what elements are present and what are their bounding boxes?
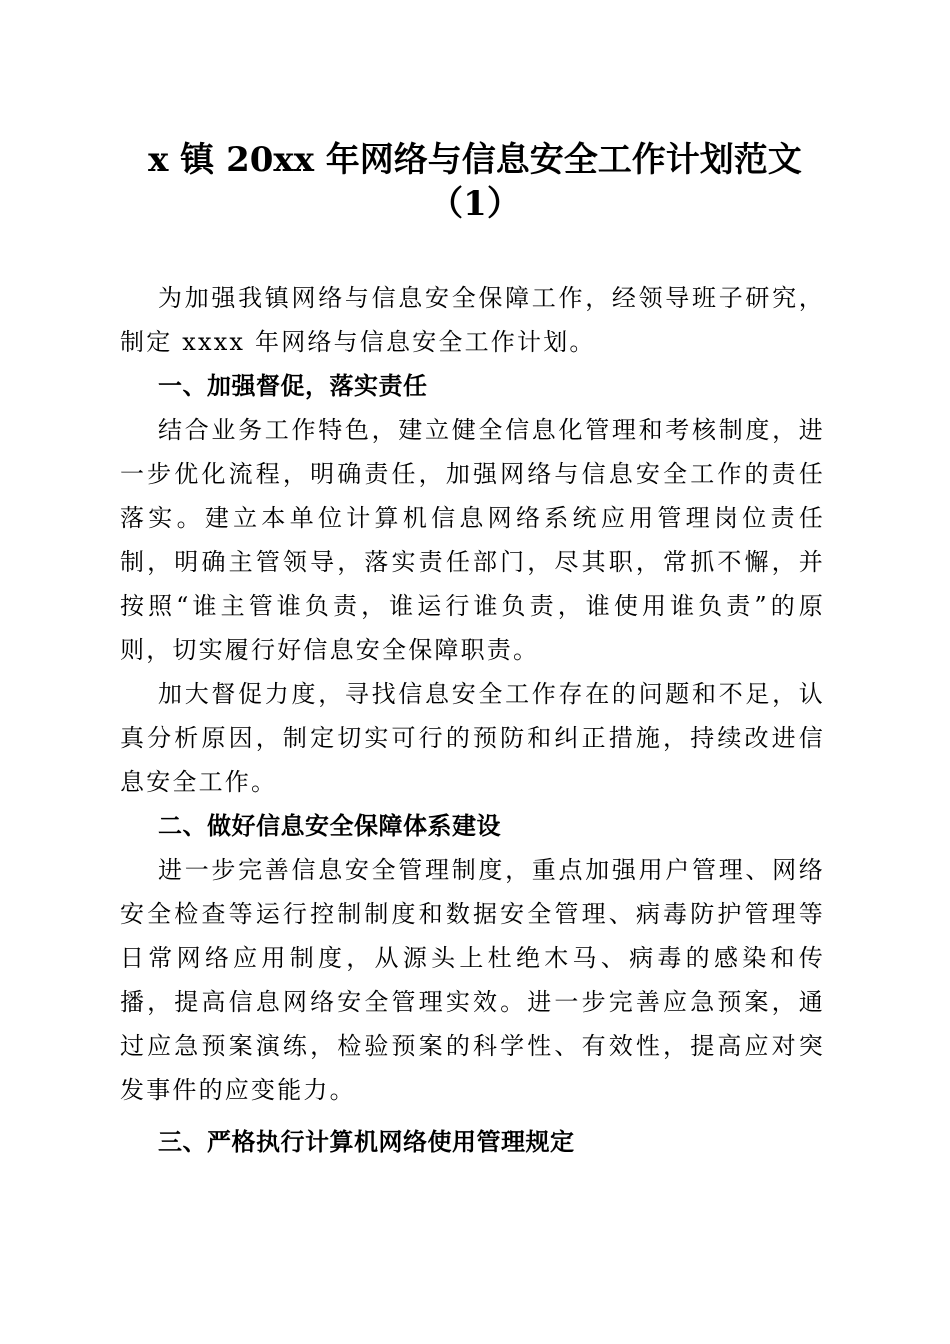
document-title-number: （1） (429, 184, 521, 224)
document-title-part (0, 182, 950, 226)
section-heading-2: 二、做好信息安全保障体系建设 (158, 812, 501, 840)
section-heading-3: 三、严格执行计算机网络使用管理规定 (158, 1128, 575, 1156)
section-heading-1: 一、加强督促，落实责任 (158, 372, 428, 400)
section-2-paragraph-1: 进一步完善信息安全管理制度，重点加强用户管理、网络安全检查等运行控制制度和数据安全管理、病毒防护管理等日常网络应用制度，从源头上杜绝木马、病毒的感染和传播，提高信息网络安全管理实效。进一步完善应急预案，通过应急预案演练，检验预案的科学性、有效性，提高应对突发事件的应变能力。 (120, 856, 825, 1104)
document-body (120, 276, 825, 1164)
document-title: x 镇 20xx 年网络与信息安全工作计划范文 (148, 140, 802, 180)
section-1-paragraph-1: 结合业务工作特色，建立健全信息化管理和考核制度，进一步优化流程，明确责任，加强网络与信息安全工作的责任落实。建立本单位计算机信息网络系统应用管理岗位责任制，明确主管领导，落实责任部门，尽其职，常抓不懈，并按照“谁主管谁负责，谁运行谁负责，谁使用谁负责”的原则，切实履行好信息安全保障职责。 (120, 416, 825, 664)
section-1-paragraph-2: 加大督促力度，寻找信息安全工作存在的问题和不足，认真分析原因，制定切实可行的预防和纠正措施，持续改进信息安全工作。 (120, 680, 825, 796)
intro-paragraph: 为加强我镇网络与信息安全保障工作，经领导班子研究，制定 xxxx 年网络与信息安全工作计划。 (120, 284, 825, 356)
